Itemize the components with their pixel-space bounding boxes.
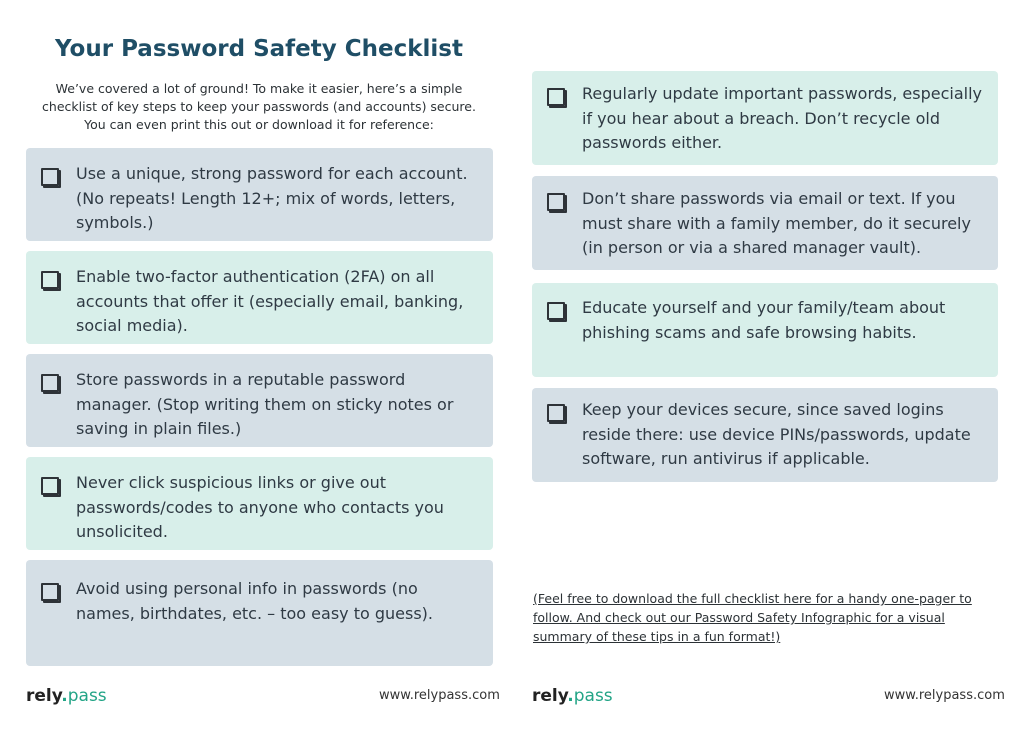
checklist-item: [26, 457, 493, 550]
checklist-item: [532, 388, 998, 482]
checklist-item-text: Don’t share passwords via email or text. If you must share with a family member, do it securely (in person or via a shared manager vault).: [582, 189, 971, 257]
logo-text-pass: pass: [67, 686, 107, 706]
footnote-link[interactable]: (Feel free to download the full checklist here for a handy one-pager to follow. And check out our Password Safety Infographic for a visual summary of these tips in a fun format!): [533, 591, 972, 644]
checklist-item: [532, 176, 998, 270]
checklist-item: [26, 354, 493, 447]
checklist-item-text: Keep your devices secure, since saved logins reside there: use device PINs/passwords, update software, run antivirus if applicable.: [582, 400, 971, 468]
logo-dot: .: [61, 686, 68, 706]
relypass-logo: [26, 686, 107, 706]
relypass-logo: [532, 686, 613, 706]
checklist-item-text: Avoid using personal info in passwords (no names, birthdates, etc. – too easy to guess).: [76, 579, 433, 623]
checklist-item: [26, 251, 493, 344]
checkbox-icon[interactable]: [547, 302, 565, 320]
footer-url[interactable]: www.relypass.com: [379, 688, 500, 703]
checklist-item: [26, 148, 493, 241]
page-title: Your Password Safety Checklist: [55, 36, 463, 62]
checklist-item-text: Use a unique, strong password for each account. (No repeats! Length 12+; mix of words, letters, symbols.): [76, 164, 468, 232]
logo-text-pass: pass: [573, 686, 613, 706]
checklist-item-text: Store passwords in a reputable password manager. (Stop writing them on sticky notes or saving in plain files.): [76, 370, 454, 438]
checkbox-icon[interactable]: [41, 477, 59, 495]
checkbox-icon[interactable]: [41, 271, 59, 289]
checkbox-icon[interactable]: [41, 168, 59, 186]
checklist-item-text: Never click suspicious links or give out passwords/codes to anyone who contacts you unsolicited.: [76, 473, 444, 541]
checklist-item-text: Educate yourself and your family/team about phishing scams and safe browsing habits.: [582, 298, 946, 342]
checkbox-icon[interactable]: [547, 404, 565, 422]
checkbox-icon[interactable]: [41, 583, 59, 601]
logo-text-rely: rely: [26, 686, 62, 706]
checkbox-icon[interactable]: [547, 88, 565, 106]
checklist-item-text: Enable two-factor authentication (2FA) on all accounts that offer it (especially email, banking, social media).: [76, 267, 464, 335]
checklist-item-text: Regularly update important passwords, especially if you hear about a breach. Don’t recycle old passwords either.: [582, 84, 983, 152]
checkbox-icon[interactable]: [41, 374, 59, 392]
intro-text: We’ve covered a lot of ground! To make it easier, here’s a simple checklist of key steps to keep your passwords (and accounts) secure. You can even print this out or download it for reference:: [42, 81, 476, 132]
checklist-item: [26, 560, 493, 666]
checklist-item: [532, 283, 998, 377]
checklist-item: [532, 71, 998, 165]
checkbox-icon[interactable]: [547, 193, 565, 211]
logo-text-rely: rely: [532, 686, 568, 706]
logo-dot: .: [567, 686, 574, 706]
footer-url[interactable]: www.relypass.com: [884, 688, 1005, 703]
